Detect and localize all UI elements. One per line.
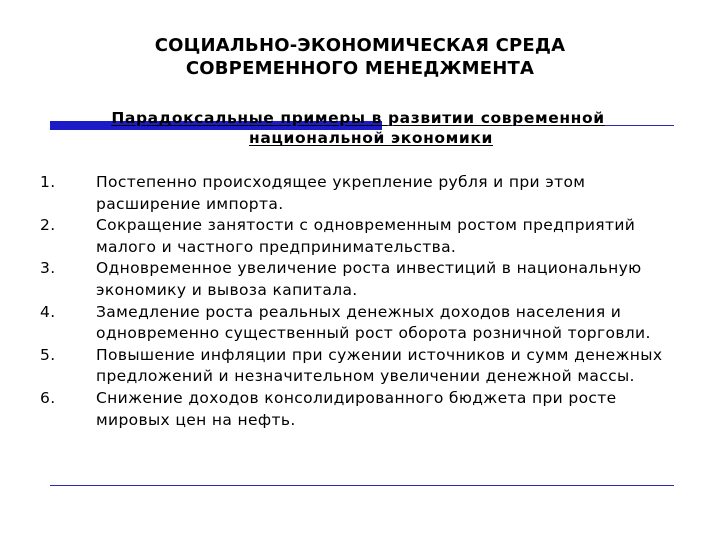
numbered-list <box>40 172 690 431</box>
list-item-text: Постепенно происходящее укрепление рубля и при этом расширение импорта. <box>96 173 586 213</box>
list-item-number: 1. <box>40 173 56 191</box>
list-item-text: Одновременное увеличение роста инвестиций в национальную экономику и вывоза капитала. <box>96 259 642 299</box>
slide-subtitle <box>0 108 720 148</box>
list-item-number: 2. <box>40 216 56 235</box>
list-item-number: 6. <box>40 388 56 407</box>
list-item-number: 5. <box>40 345 56 364</box>
bottom-divider-line <box>50 485 674 486</box>
list-item <box>40 215 690 258</box>
list-item-text: Сокращение занятости с одновременным ростом предприятий малого и частного предпринимательства. <box>96 216 636 256</box>
list-item <box>40 258 690 301</box>
slide-subtitle-line-2: национальной экономики <box>249 129 493 147</box>
slide-title-line-2: СОВРЕМЕННОГО МЕНЕДЖМЕНТА <box>185 58 535 79</box>
list-item-text: Замедление роста реальных денежных доходов населения и одновременно существенный рост оборота розничной торговли. <box>96 302 651 343</box>
list-item <box>40 388 690 431</box>
list-item-number: 3. <box>40 259 56 278</box>
slide-title-line-1: СОЦИАЛЬНО-ЭКОНОМИЧЕСКАЯ СРЕДА <box>154 35 566 56</box>
slide-title <box>0 34 720 80</box>
slide-subtitle-line-1: Парадоксальные примеры в развитии современной <box>111 109 605 127</box>
list-item <box>40 172 690 215</box>
list-item-number: 4. <box>40 302 56 321</box>
list-item <box>40 302 690 345</box>
list-item-text: Повышение инфляции при сужении источников и сумм денежных предложений и незначительном увеличении денежной массы. <box>96 345 663 386</box>
list-item <box>40 345 690 388</box>
list-item-text: Снижение доходов консолидированного бюджета при росте мировых цен на нефть. <box>96 388 617 429</box>
